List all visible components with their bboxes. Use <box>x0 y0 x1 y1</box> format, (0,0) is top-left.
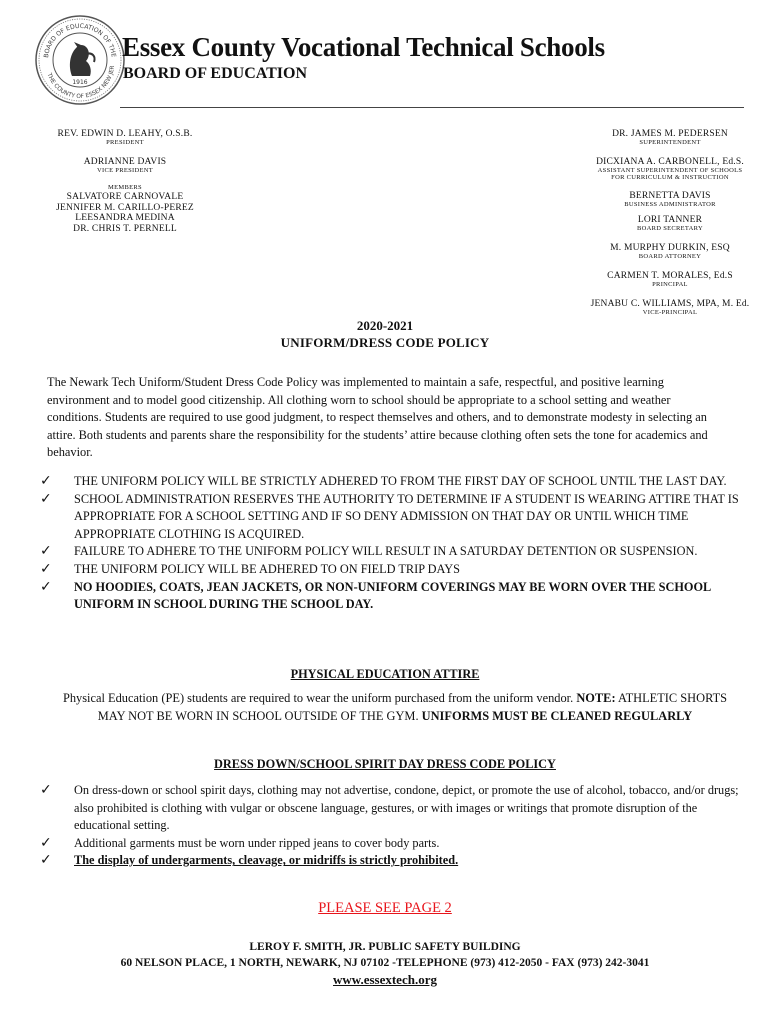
official-role: BUSINESS ADMINISTRATOR <box>624 201 716 208</box>
rule-text: Additional garments must be worn under ripped jeans to cover body parts. <box>74 835 440 850</box>
checkmark-icon: ✓ <box>40 578 52 595</box>
list-item <box>40 491 740 544</box>
pe-note-text: ATHLETIC SHORTS MAY NOT BE WORN IN SCHOOL OUTSIDE OF THE GYM. <box>97 691 728 723</box>
list-item <box>40 543 740 561</box>
checkmark-icon: ✓ <box>40 834 52 851</box>
member-name: DR. CHRIS T. PERNELL <box>73 223 177 234</box>
official-role: BOARD SECRETARY <box>637 225 703 232</box>
footer-building: LEROY F. SMITH, JR. PUBLIC SAFETY BUILDING <box>249 941 521 953</box>
list-item <box>40 473 740 491</box>
checkmark-icon: ✓ <box>40 852 52 869</box>
official-name: CARMEN T. MORALES, Ed.S <box>607 271 733 281</box>
pe-heading: PHYSICAL EDUCATION ATTIRE <box>290 667 480 681</box>
checkmark-icon: ✓ <box>40 490 52 507</box>
footer-address: 60 NELSON PLACE, 1 NORTH, NEWARK, NJ 07102 -TELEPHONE (973) 412-2050 - FAX (973) 242-3041 <box>120 957 650 969</box>
official-role: FOR CURRICULUM & INSTRUCTION <box>611 174 729 181</box>
list-item <box>40 852 740 870</box>
seal-text-top: BOARD OF EDUCATION OF THE <box>43 22 117 59</box>
official-name: DICXIANA A. CARBONELL, Ed.S. <box>596 157 744 167</box>
seal-text-bottom: THE COUNTY OF ESSEX NEW JER <box>45 65 117 101</box>
official-board-secretary <box>575 215 765 232</box>
school-seal-icon <box>34 14 126 106</box>
checkmark-icon: ✓ <box>40 543 52 560</box>
checkmark-icon: ✓ <box>40 473 52 489</box>
dress-down-rules-list <box>40 782 740 870</box>
official-name: JENABU C. WILLIAMS, MPA, M. Ed. <box>590 299 750 309</box>
rule-text: The display of undergarments, cleavage, or midriffs is strictly prohibited. <box>74 853 459 868</box>
rule-text: THE UNIFORM POLICY WILL BE STRICTLY ADHERED TO FROM THE FIRST DAY OF SCHOOL UNTIL THE LAST DAY. <box>74 474 727 488</box>
official-business-admin <box>575 191 765 208</box>
members-list <box>40 184 210 234</box>
official-board-attorney <box>575 243 765 260</box>
official-name: DR. JAMES M. PEDERSEN <box>612 129 728 139</box>
see-page-2-notice: PLEASE SEE PAGE 2 <box>318 900 452 916</box>
pe-text: Physical Education (PE) students are required to wear the uniform purchased from the uniform vendor. <box>62 691 574 705</box>
pe-note-label: NOTE: <box>576 691 616 705</box>
official-name: BERNETTA DAVIS <box>629 191 711 201</box>
official-principal <box>575 271 765 288</box>
rule-text: On dress-down or school spirit days, clothing may not advertise, condone, depict, or promote the use of alcohol, tobacco, and/or drugs; also prohibited is clothing with vulgar or obscene language, gestures, or with images or writings that promote disruption of the educational setting. <box>74 783 739 833</box>
checkmark-icon: ✓ <box>40 782 52 798</box>
member-name: JENNIFER M. CARILLO-PEREZ <box>56 202 194 213</box>
checkmark-icon: ✓ <box>40 560 52 577</box>
official-superintendent <box>575 129 765 146</box>
list-item <box>40 579 740 614</box>
rule-text: NO HOODIES, COATS, JEAN JACKETS, OR NON-UNIFORM COVERINGS MAY BE WORN OVER THE SCHOOL UNIFORM IN SCHOOL DURING THE SCHOOL DAY. <box>74 579 711 612</box>
official-name: REV. EDWIN D. LEAHY, O.S.B. <box>57 129 193 139</box>
header-divider <box>120 107 744 108</box>
policy-year: 2020-2021 <box>356 318 414 333</box>
member-name: SALVATORE CARNOVALE <box>66 192 184 202</box>
policy-intro: The Newark Tech Uniform/Student Dress Code Policy was implemented to maintain a safe, respectful, and positive learning environment and to model good citizenship. All clothing worn to school should be appropriate to a school setting and weather conditions. Students are required to use good judgment, to respect themselves and others, and to demonstrate modesty in selecting an attire. Both students and parents share the responsibility for the students’ attire because clothing often sets the tone for academics and behavior. <box>47 375 708 460</box>
uniform-rules-list <box>40 473 740 614</box>
member-name: LEESANDRA MEDINA <box>75 213 175 223</box>
rule-text: FAILURE TO ADHERE TO THE UNIFORM POLICY WILL RESULT IN A SATURDAY DETENTION OR SUSPENSION. <box>74 544 698 559</box>
official-name: M. MURPHY DURKIN, ESQ <box>610 243 730 253</box>
official-president <box>40 129 210 146</box>
list-item <box>40 835 740 853</box>
footer-website-link[interactable]: www.essextech.org <box>333 972 437 987</box>
official-role: PRINCIPAL <box>652 281 688 288</box>
official-role: VICE-PRINCIPAL <box>642 309 698 316</box>
seal-year: 1916 <box>72 79 88 86</box>
rule-text: THE UNIFORM POLICY WILL BE ADHERED TO ON FIELD TRIP DAYS <box>74 561 460 576</box>
official-role: ASSISTANT SUPERINTENDENT OF SCHOOLS <box>597 167 743 174</box>
school-name: Essex County Vocational Technical Schools <box>122 32 605 62</box>
pe-emphasis: UNIFORMS MUST BE CLEANED REGULARLY <box>421 708 693 723</box>
rule-text: SCHOOL ADMINISTRATION RESERVES THE AUTHORITY TO DETERMINE IF A STUDENT IS WEARING ATTIRE THAT IS APPROPRIATE FOR A SCHOOL SETTING AND IF SO DENY ADMISSION ON THAT DAY OR UNTIL WHICH TIME APPROPRIATE CLOTHING IS ACQUIRED. <box>74 491 739 541</box>
official-vice-president <box>40 157 210 174</box>
board-title: BOARD OF EDUCATION <box>123 65 308 82</box>
list-item <box>40 561 740 579</box>
list-item <box>40 782 740 835</box>
official-vice-principal <box>575 299 765 316</box>
official-role: SUPERINTENDENT <box>639 139 701 146</box>
pe-text-block <box>50 690 740 725</box>
dress-down-heading: DRESS DOWN/SCHOOL SPIRIT DAY DRESS CODE POLICY <box>214 757 556 771</box>
official-name: ADRIANNE DAVIS <box>83 157 167 167</box>
members-label: MEMBERS <box>108 184 142 191</box>
official-role: BOARD ATTORNEY <box>638 253 702 260</box>
official-name: LORI TANNER <box>637 215 703 225</box>
official-asst-superintendent <box>575 157 765 181</box>
official-role: VICE PRESIDENT <box>96 167 154 174</box>
policy-title: UNIFORM/DRESS CODE POLICY <box>280 335 490 350</box>
official-role: PRESIDENT <box>106 139 144 146</box>
